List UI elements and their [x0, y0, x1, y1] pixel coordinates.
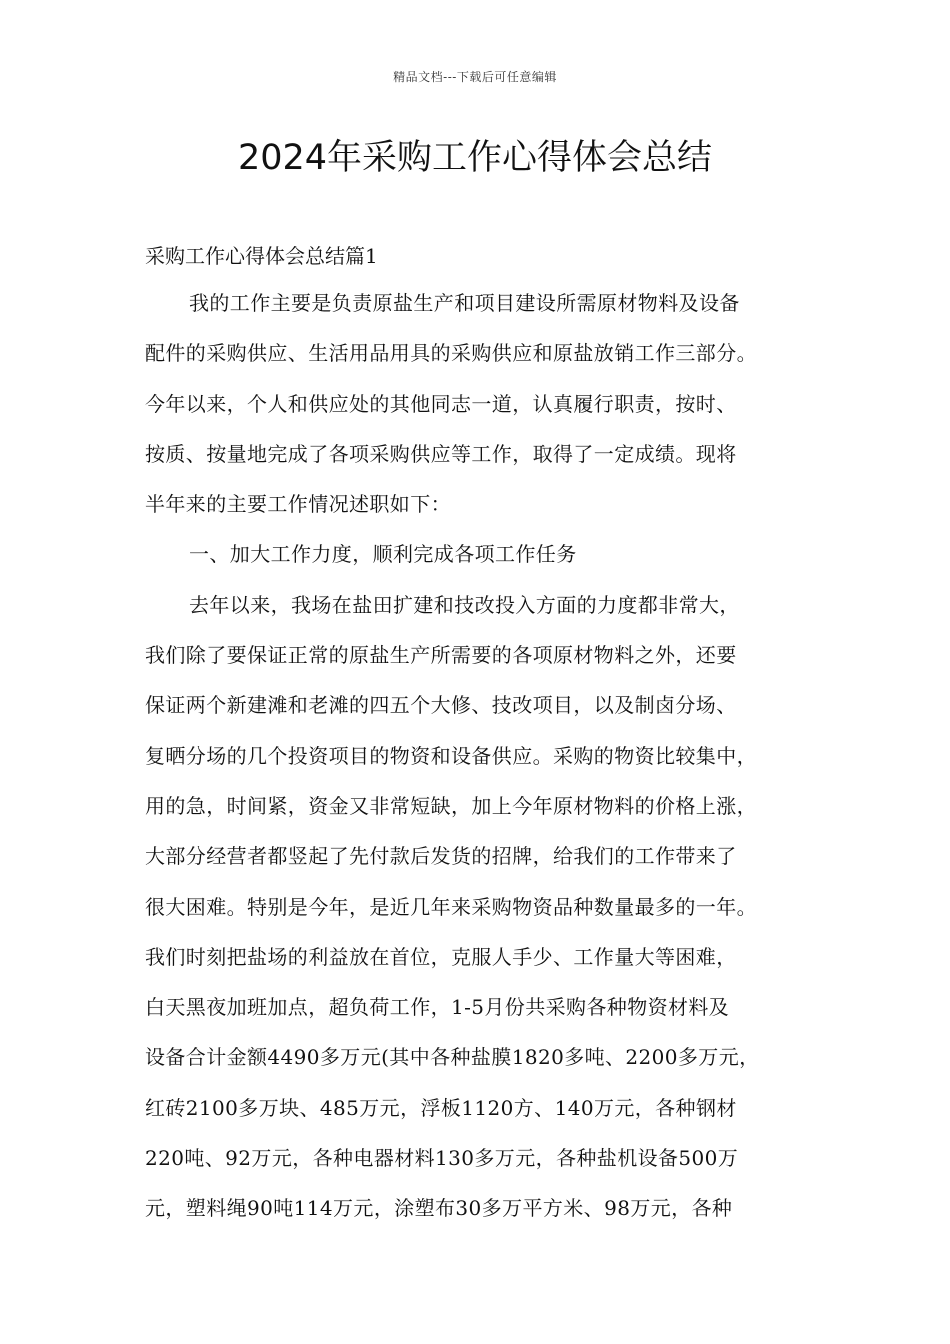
text-line: 复晒分场的几个投资项目的物资和设备供应。采购的物资比较集中， [145, 743, 757, 768]
text-line: 一、加大工作力度，顺利完成各项工作任务 [189, 542, 577, 567]
document-body [145, 278, 810, 1234]
text-line: 我们时刻把盐场的利益放在首位，克服人手少、工作量大等困难， [145, 944, 737, 969]
text-line: 220吨、92万元，各种电器材料130多万元，各种盐机设备500万 [145, 1146, 739, 1171]
text-line: 我们除了要保证正常的原盐生产所需要的各项原材物料之外，还要 [145, 643, 737, 668]
text-line: 保证两个新建滩和老滩的四五个大修、技改项目，以及制卤分场、 [145, 693, 737, 718]
text-line: 我的工作主要是负责原盐生产和项目建设所需原材物料及设备 [189, 291, 740, 315]
text-line: 大部分经营者都竖起了先付款后发货的招牌，给我们的工作带来了 [145, 844, 737, 869]
text-line: 半年来的主要工作情况述职如下： [145, 492, 451, 517]
text-line: 元，塑料绳90吨114万元，涂塑布30多万平方米、98万元，各种 [145, 1196, 733, 1221]
text-line: 白天黑夜加班加点，超负荷工作，1-5月份共采购各种物资材料及 [145, 995, 730, 1020]
text-line: 去年以来，我场在盐田扩建和技改投入方面的力度都非常大， [189, 592, 740, 617]
text-line: 红砖2100多万块、485万元，浮板1120方、140万元，各种钢材 [145, 1095, 737, 1120]
document-title: 2024年采购工作心得体会总结 [237, 138, 713, 178]
text-line: 配件的采购供应、生活用品用具的采购供应和原盐放销工作三部分。 [145, 341, 757, 366]
text-line: 用的急，时间紧，资金又非常短缺，加上今年原材物料的价格上涨， [145, 793, 757, 818]
text-line: 按质、按量地完成了各项采购供应等工作，取得了一定成绩。现将 [145, 441, 737, 466]
text-line: 今年以来，个人和供应处的其他同志一道，认真履行职责，按时、 [145, 391, 737, 416]
header-note: 精品文档---下载后可任意编辑 [393, 70, 557, 84]
section-heading: 采购工作心得体会总结篇1 [145, 244, 378, 268]
text-line: 设备合计金额4490多万元(其中各种盐膜1820多吨、2200多万元， [145, 1045, 760, 1070]
text-line: 很大困难。特别是今年，是近几年来采购物资品种数量最多的一年。 [145, 894, 757, 919]
